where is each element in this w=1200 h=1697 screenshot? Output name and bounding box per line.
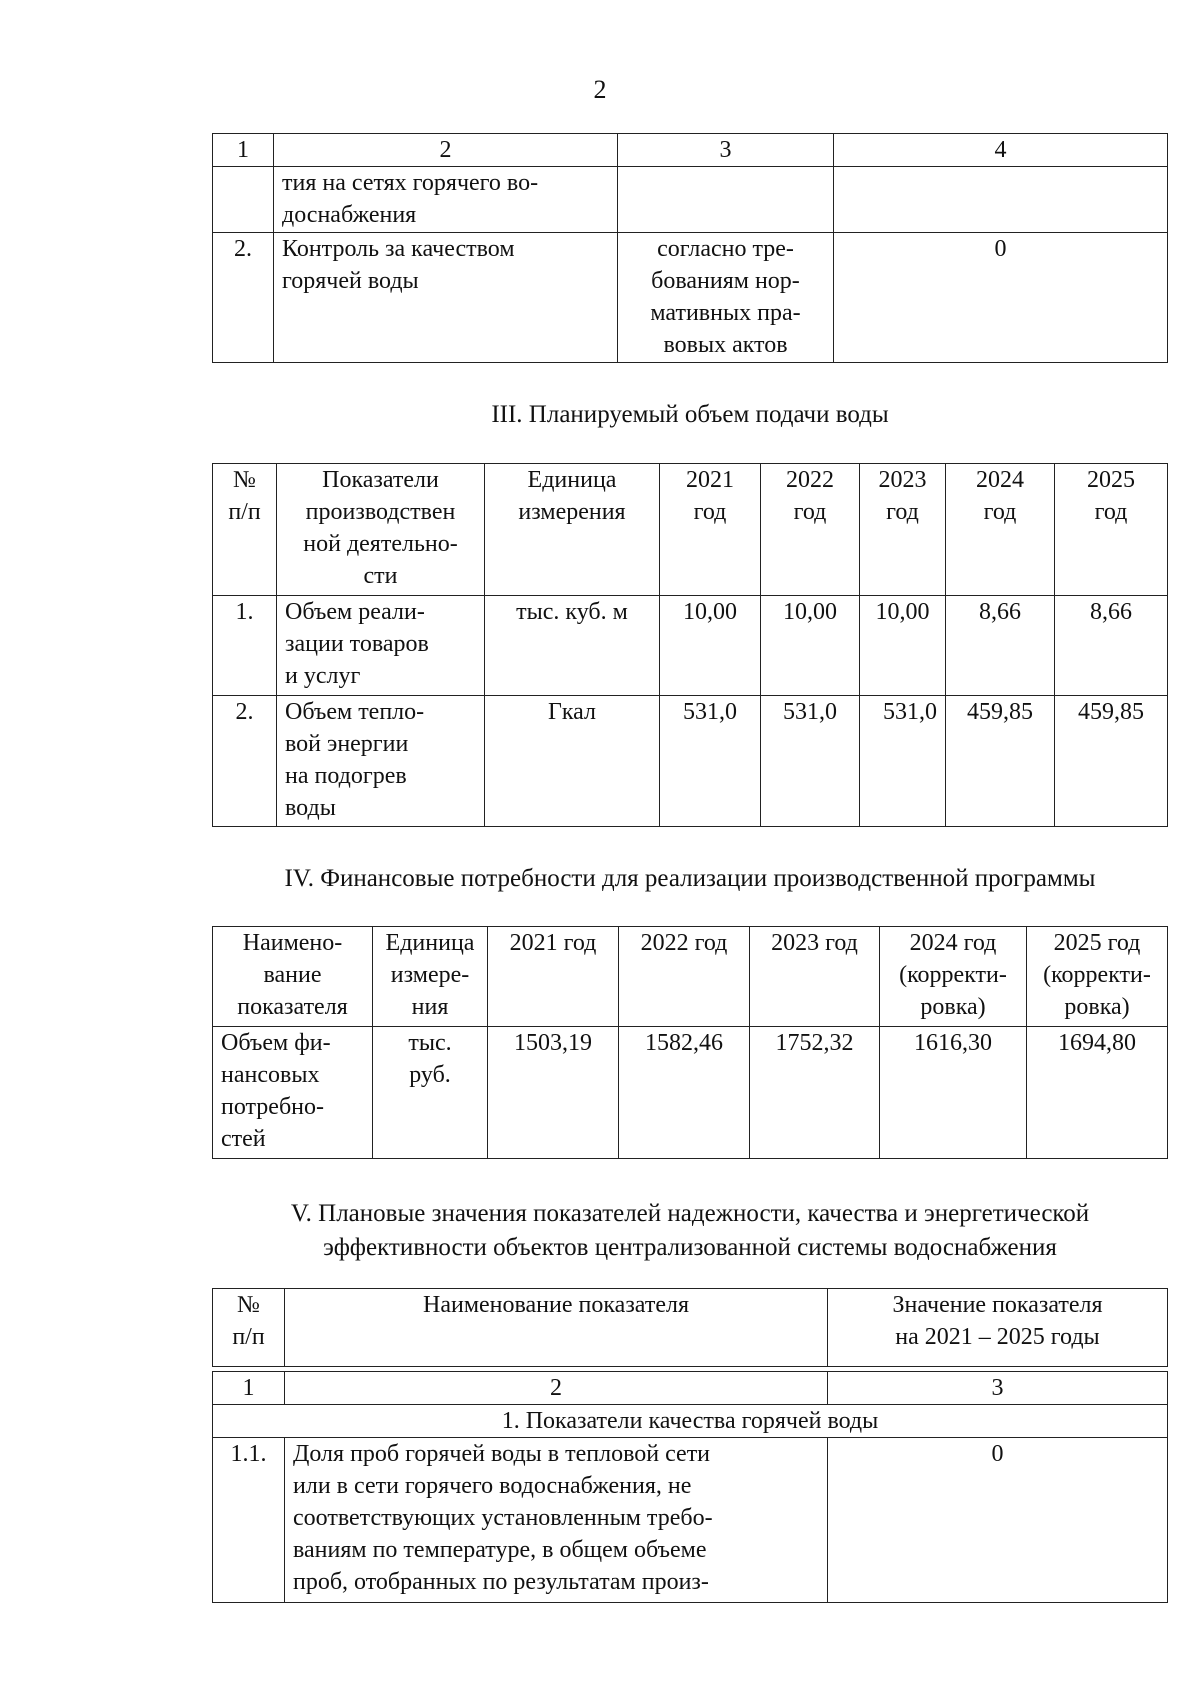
column-header: № п/п bbox=[213, 1289, 285, 1367]
column-header: Единица измере- ния bbox=[373, 927, 488, 1027]
table-row bbox=[213, 696, 1168, 827]
table-cell: 3 bbox=[618, 134, 834, 167]
page-number: 2 bbox=[593, 75, 607, 104]
table-row bbox=[213, 233, 1168, 363]
table-cell: тыс. руб. bbox=[373, 1027, 488, 1159]
table-cell: 2 bbox=[274, 134, 618, 167]
column-header: 2025 год (корректи- ровка) bbox=[1027, 927, 1168, 1027]
column-header: Наимено- вание показателя bbox=[213, 927, 373, 1027]
table-cell: 3 bbox=[828, 1372, 1168, 1405]
column-header: 2023 год bbox=[750, 927, 880, 1027]
table-cell: 459,85 bbox=[946, 696, 1055, 827]
group-heading: 1. Показатели качества горячей воды bbox=[213, 1405, 1168, 1438]
table-row bbox=[213, 596, 1168, 696]
column-header: 2025 год bbox=[1055, 464, 1168, 596]
financial-needs-table bbox=[212, 926, 1168, 1159]
water-supply-volume-table bbox=[212, 463, 1168, 827]
table-cell: тия на сетях горячего во- доснабжения bbox=[274, 167, 618, 233]
table-row bbox=[213, 1438, 1168, 1603]
column-header: № п/п bbox=[213, 464, 277, 596]
table-cell: 1.1. bbox=[213, 1438, 285, 1603]
table-cell bbox=[213, 167, 274, 233]
table-cell: 2. bbox=[213, 696, 277, 827]
table-row bbox=[213, 167, 1168, 233]
table-cell: 8,66 bbox=[946, 596, 1055, 696]
table-cell: Объем фи- нансовых потребно- стей bbox=[213, 1027, 373, 1159]
table-cell: 10,00 bbox=[660, 596, 761, 696]
column-header: 2024 год (корректи- ровка) bbox=[880, 927, 1027, 1027]
column-header: 2021 год bbox=[660, 464, 761, 596]
table-cell: 1582,46 bbox=[619, 1027, 750, 1159]
column-header: 2023 год bbox=[860, 464, 946, 596]
table-cell: Объем тепло- вой энергии на подогрев воды bbox=[277, 696, 485, 827]
table-cell: 1752,32 bbox=[750, 1027, 880, 1159]
column-header: Значение показателя на 2021 – 2025 годы bbox=[828, 1289, 1168, 1367]
table-cell: 1 bbox=[213, 1372, 285, 1405]
section-5-title-line-1: V. Плановые значения показателей надежности, качества и энергетической bbox=[290, 1200, 1090, 1227]
table-cell: тыс. куб. м bbox=[485, 596, 660, 696]
table-cell: 1 bbox=[213, 134, 274, 167]
table-cell: 2 bbox=[285, 1372, 828, 1405]
table-row bbox=[213, 1027, 1168, 1159]
column-header: 2022 год bbox=[761, 464, 860, 596]
table-cell: согласно тре- бованиям нор- мативных пра- вовых актов bbox=[618, 233, 834, 363]
table-cell: 459,85 bbox=[1055, 696, 1168, 827]
column-header: 2024 год bbox=[946, 464, 1055, 596]
continuation-table bbox=[212, 133, 1168, 363]
column-header: Наименование показателя bbox=[285, 1289, 828, 1367]
table-cell bbox=[834, 167, 1168, 233]
table-cell: 4 bbox=[834, 134, 1168, 167]
table-cell: 10,00 bbox=[860, 596, 946, 696]
table-cell: 1694,80 bbox=[1027, 1027, 1168, 1159]
column-header: 2021 год bbox=[488, 927, 619, 1027]
table-cell: 531,0 bbox=[761, 696, 860, 827]
table-header-row bbox=[213, 464, 1168, 596]
table-header-row bbox=[213, 927, 1168, 1027]
table-cell bbox=[618, 167, 834, 233]
table-cell: Доля проб горячей воды в тепловой сети или в сети горячего водоснабжения, не соответствующих установленным требо- ваниям по температуре, в общем объеме проб, отобранных по результатам произ- bbox=[285, 1438, 828, 1603]
table-cell: Гкал bbox=[485, 696, 660, 827]
indicators-table bbox=[212, 1371, 1168, 1603]
table-cell: 2. bbox=[213, 233, 274, 363]
table-cell: Контроль за качеством горячей воды bbox=[274, 233, 618, 363]
column-header: Единица измерения bbox=[485, 464, 660, 596]
table-numbering-row bbox=[213, 1372, 1168, 1405]
table-cell: 8,66 bbox=[1055, 596, 1168, 696]
table-numbering-row bbox=[213, 134, 1168, 167]
section-4-title: IV. Финансовые потребности для реализации производственной программы bbox=[284, 865, 1096, 892]
table-cell: 1503,19 bbox=[488, 1027, 619, 1159]
table-cell: Объем реали- зации товаров и услуг bbox=[277, 596, 485, 696]
table-cell: 1616,30 bbox=[880, 1027, 1027, 1159]
table-header-row bbox=[213, 1289, 1168, 1367]
table-cell: 1. bbox=[213, 596, 277, 696]
table-cell: 531,0 bbox=[860, 696, 946, 827]
table-cell: 531,0 bbox=[660, 696, 761, 827]
section-5-title-line-2: эффективности объектов централизованной системы водоснабжения bbox=[323, 1234, 1057, 1261]
table-cell: 10,00 bbox=[761, 596, 860, 696]
table-group-row bbox=[213, 1405, 1168, 1438]
section-3-title: III. Планируемый объем подачи воды bbox=[491, 401, 889, 428]
indicators-header-table bbox=[212, 1288, 1168, 1367]
column-header: 2022 год bbox=[619, 927, 750, 1027]
column-header: Показатели производствен ной деятельно- сти bbox=[277, 464, 485, 596]
table-cell: 0 bbox=[834, 233, 1168, 363]
table-cell: 0 bbox=[828, 1438, 1168, 1603]
